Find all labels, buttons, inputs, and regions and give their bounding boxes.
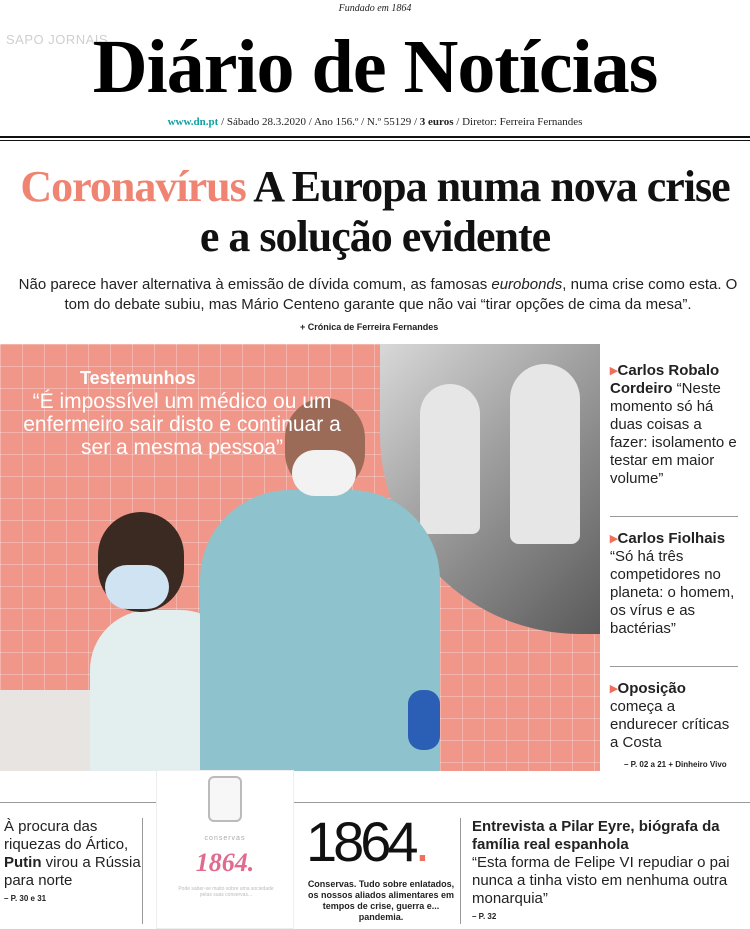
book-title: 1864.: [195, 848, 255, 877]
putin-teaser[interactable]: [4, 818, 144, 908]
page-reference: – P. 30 e 31: [4, 894, 47, 903]
director: / Diretor: Ferreira Fernandes: [453, 116, 583, 128]
pilar-eyre-teaser[interactable]: [472, 818, 742, 926]
issue-info: / Sábado 28.3.2020 / Ano 156.º / N.º 55129 /: [218, 116, 420, 128]
sidebar-name: Oposição: [617, 680, 686, 697]
lead-text-a: Não parece haver alternativa à emissão de dívida comum, as famosas: [18, 276, 492, 293]
tin-can-icon: [208, 776, 242, 822]
sidebar-text: começa a endurecer críticas a Costa: [610, 698, 730, 751]
founded-line: Fundado em 1864: [338, 3, 412, 14]
headline-kicker: Coronavírus: [20, 162, 246, 211]
byline: + Crónica de Ferreira Fernandes: [300, 322, 439, 332]
sidebar-text: “Só há três competidores no planeta: o homem, os vírus e as bactérias”: [610, 548, 735, 637]
sidebar-text: “Neste momento só há duas coisas a fazer: isolamento e testar em maior volume”: [610, 380, 737, 487]
lead-paragraph: [14, 275, 742, 315]
lead-text-b: , numa crise como esta. O tom do debate subiu, mas Mário Centeno garante que não vai “tirar opções de cima da mesa”.: [64, 276, 738, 313]
face-mask: [105, 565, 169, 609]
teaser-bold: Putin: [4, 854, 42, 871]
headline-text: A Europa numa nova crise e a solução evidente: [199, 162, 730, 261]
arrow-icon: ▸: [610, 680, 618, 697]
newspaper-title: Diário de Notícias: [92, 25, 658, 109]
arrow-icon: ▸: [610, 362, 618, 379]
sidebar-item-fiolhais[interactable]: [610, 530, 740, 638]
photo-quote: “É impossível um médico ou um enfermeiro sair disto e continuar a ser a mesma pessoa”: [23, 390, 341, 459]
magazine-dot: .: [414, 810, 427, 873]
masthead-rule-bottom: [0, 140, 750, 141]
column-divider: [142, 818, 143, 924]
page-reference: – P. 32: [472, 912, 497, 921]
sidebar-name: Carlos Robalo Cordeiro: [610, 362, 720, 397]
divider: [610, 666, 738, 667]
protective-suit-figure: [510, 364, 580, 544]
lead-emphasis: eurobonds: [491, 276, 563, 293]
watermark: SAPO JORNAIS: [6, 32, 109, 47]
conservas-teaser[interactable]: Conservas. Tudo sobre enlatados, os nossos aliados alimentares em tempos de crise, guerra e... pandemia.: [307, 879, 455, 922]
issue-info-line: [0, 116, 750, 128]
book-blurb: Pode saber-se muito sobre uma sociedade pelas suas conservas...: [178, 886, 274, 898]
website-link[interactable]: www.dn.pt: [167, 116, 219, 128]
main-headline[interactable]: [14, 162, 736, 262]
sidebar-name: Carlos Fiolhais: [617, 530, 726, 547]
blue-glove: [408, 690, 440, 750]
magazine-number: [306, 812, 426, 872]
price: 3 euros: [419, 116, 454, 128]
teaser-text-b: virou a Rússia para norte: [4, 854, 141, 889]
desk: [0, 690, 95, 771]
interview-quote: “Esta forma de Felipe VI repudiar o pai nunca a tinha visto em nenhuma outra monarquia”: [472, 854, 730, 907]
magazine-number-text: 1864: [306, 810, 415, 873]
book-label: conservas: [204, 835, 246, 842]
arrow-icon: ▸: [610, 530, 618, 547]
protective-suit-figure: [420, 384, 480, 534]
column-divider: [460, 818, 461, 924]
nurse-right-figure: [200, 490, 440, 771]
divider: [610, 516, 738, 517]
photo-label: Testemunhos: [80, 368, 196, 388]
sidebar-item-oposicao[interactable]: [610, 680, 740, 752]
bottom-divider: [0, 802, 750, 803]
teaser-text-a: À procura das riquezas do Ártico,: [4, 818, 129, 853]
page-reference: – P. 02 a 21 + Dinheiro Vivo: [624, 760, 727, 769]
masthead-rule-top: [0, 136, 750, 138]
interview-title: Entrevista a Pilar Eyre, biógrafa da família real espanhola: [472, 818, 720, 853]
sidebar-item-robalo[interactable]: [610, 362, 740, 488]
